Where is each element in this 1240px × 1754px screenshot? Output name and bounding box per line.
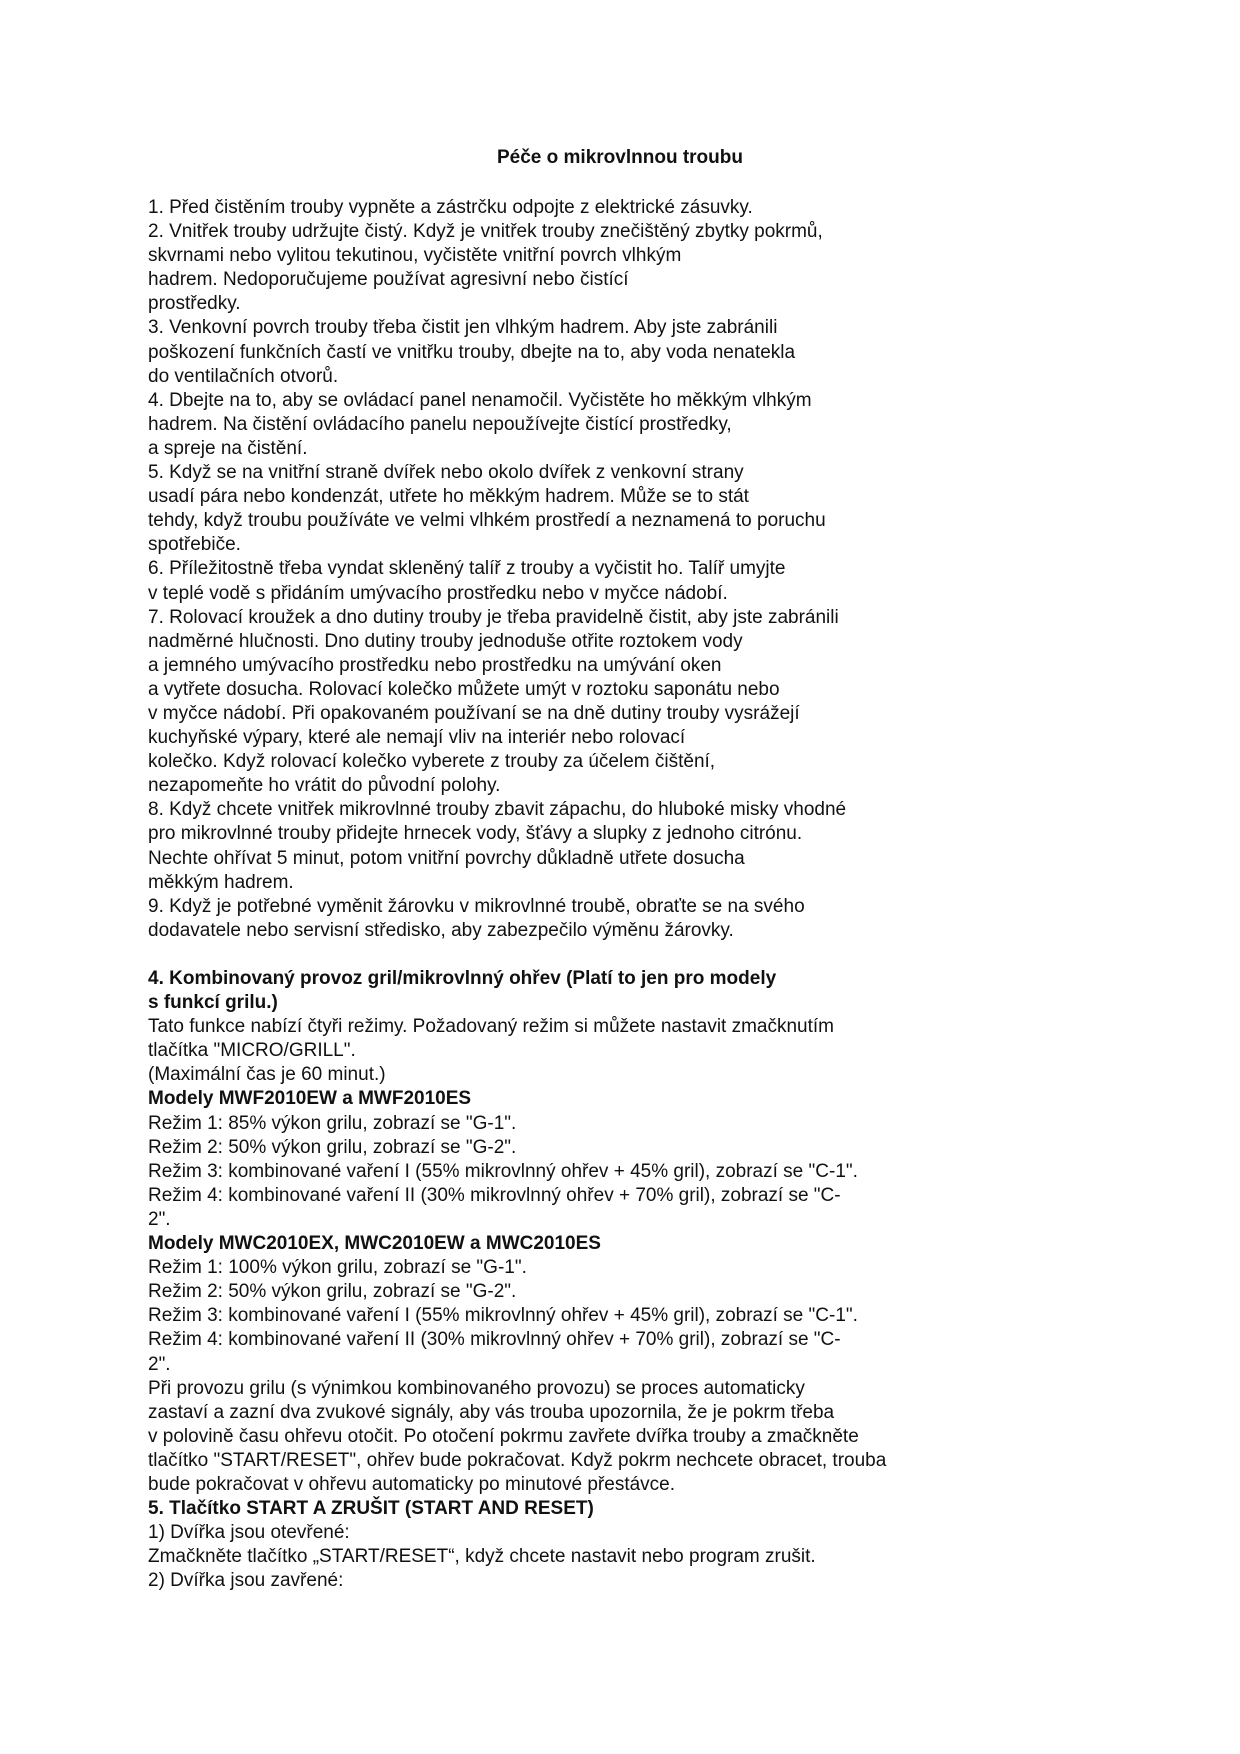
grill-note-line: tlačítko "START/RESET", ohřev bude pokračovat. Když pokrm nechcete obracet, trouba [148,1449,887,1471]
care-line: a spreje na čistění. [148,437,308,459]
care-line: Nechte ohřívat 5 minut, potom vnitřní povrchy důkladně utřete dosucha [148,847,745,869]
care-line: nadměrné hlučnosti. Dno dutiny trouby jednoduše otřite roztokem vody [148,630,743,652]
mode-line: Režim 1: 85% výkon grilu, zobrazí se "G-1". [148,1112,517,1134]
care-instructions [148,196,1208,943]
care-line: usadí pára nebo kondenzát, utřete ho měkkým hadrem. Může se to stát [148,486,749,508]
care-line: 8. Když chcete vnitřek mikrovlnné trouby zbavit zápachu, do hluboké misky vhodné [148,799,847,821]
care-line: měkkým hadrem. [148,871,294,893]
care-line: dodavatele nebo servisní středisko, aby zabezpečilo výměnu žárovky. [148,919,734,941]
mode-line: Režim 2: 50% výkon grilu, zobrazí se "G-2". [148,1136,517,1158]
grill-note-line: Při provozu grilu (s výnimkou kombinovaného provozu) se proces automaticky [148,1377,805,1399]
care-line: 7. Rolovací kroužek a dno dutiny trouby je třeba pravidelně čistit, aby jste zabránili [148,606,839,628]
document-body [148,196,1208,1593]
care-line: hadrem. Nedoporučujeme používat agresivní nebo čistící [148,269,629,291]
mode-line: Režim 2: 50% výkon grilu, zobrazí se "G-2". [148,1281,517,1303]
care-line: 1. Před čistěním trouby vypněte a zástrčku odpojte z elektrické zásuvky. [148,197,753,218]
mode-line: 2". [148,1353,171,1375]
intro-line: (Maximální čas je 60 minut.) [148,1064,386,1086]
model-group-heading: Modely MWF2010EW a MWF2010ES [148,1088,472,1110]
mode-line: Režim 1: 100% výkon grilu, zobrazí se "G-1". [148,1257,527,1279]
intro-line: Tato funkce nabízí čtyři režimy. Požadovaný režim si můžete nastavit zmačknutím [148,1016,835,1038]
care-line: 9. Když je potřebné vyměnit žárovku v mikrovlnné troubě, obraťte se na svého [148,895,805,917]
care-line: prostředky. [148,293,241,315]
grill-note-line: v polovině času ohřevu otočit. Po otočení pokrmu zavřete dvířka trouby a zmačkněte [148,1425,859,1447]
section-heading: 4. Kombinovaný provoz gril/mikrovlnný ohřev (Platí to jen pro modely [148,968,777,989]
mode-line: Režim 3: kombinované vaření I (55% mikrovlnný ohřev + 45% gril), zobrazí se "C-1". [148,1305,858,1327]
care-line: nezapomeňte ho vrátit do původní polohy. [148,775,501,797]
care-line: v myčce nádobí. Při opakovaném používaní se na dně dutiny trouby vysrážejí [148,702,800,724]
care-line: do ventilačních otvorů. [148,365,339,387]
mode-line: 2". [148,1208,171,1230]
care-line: pro mikrovlnné trouby přidejte hrnecek vody, šťávy a slupky z jednoho citrónu. [148,823,803,845]
care-line: 3. Venkovní povrch trouby třeba čistit jen vlhkým hadrem. Aby jste zabránili [148,317,778,339]
care-line: 2. Vnitřek trouby udržujte čistý. Když je vnitřek trouby znečištěný zbytky pokrmů, [148,221,823,243]
mode-line: Režim 4: kombinované vaření II (30% mikrovlnný ohřev + 70% gril), zobrazí se "C- [148,1329,841,1351]
care-line: spotřebiče. [148,534,241,556]
section-combined-mode [148,967,1208,1497]
care-line: kolečko. Když rolovací kolečko vyberete z trouby za účelem čištění, [148,751,716,773]
section-start-reset [148,1497,1208,1593]
section-line: 2) Dvířka jsou zavřené: [148,1570,344,1592]
care-line: hadrem. Na čistění ovládacího panelu nepoužívejte čistící prostředky, [148,413,732,435]
care-line: v teplé vodě s přidáním umývacího prostředku nebo v myčce nádobí. [148,582,728,604]
grill-note-line: bude pokračovat v ohřevu automaticky po minutové přestávce. [148,1473,676,1495]
model-group-heading: Modely MWC2010EX, MWC2010EW a MWC2010ES [148,1233,601,1255]
section-line: Zmačkněte tlačítko „START/RESET“, když chcete nastavit nebo program zrušit. [148,1546,816,1568]
intro-line: tlačítka "MICRO/GRILL". [148,1040,356,1062]
care-line: 5. Když se na vnitřní straně dvířek nebo okolo dvířek z venkovní strany [148,462,744,484]
section-heading: 5. Tlačítko START A ZRUŠIT (START AND RESET) [148,1498,594,1520]
care-line: 4. Dbejte na to, aby se ovládací panel nenamočil. Vyčistěte ho měkkým vlhkým [148,389,812,411]
section-heading: s funkcí grilu.) [148,992,278,1014]
care-line: kuchyňské výpary, které ale nemají vliv na interiér nebo rolovací [148,727,686,749]
care-line: skvrnami nebo vylitou tekutinou, vyčistěte vnitřní povrch vlhkým [148,245,682,267]
care-line: a vytřete dosucha. Rolovací kolečko můžete umýt v roztoku saponátu nebo [148,678,780,700]
mode-line: Režim 3: kombinované vaření I (55% mikrovlnný ohřev + 45% gril), zobrazí se "C-1". [148,1160,858,1182]
page-title: Péče o mikrovlnnou troubu [497,147,743,168]
section-line: 1) Dvířka jsou otevřené: [148,1522,350,1544]
care-line: 6. Příležitostně třeba vyndat skleněný talíř z trouby a vyčistit ho. Talíř umyjte [148,558,786,580]
mode-line: Režim 4: kombinované vaření II (30% mikrovlnný ohřev + 70% gril), zobrazí se "C- [148,1184,841,1206]
care-line: tehdy, když troubu používáte ve velmi vlhkém prostředí a neznamená to poruchu [148,510,826,532]
care-line: poškození funkčních častí ve vnitřku trouby, dbejte na to, aby voda nenatekla [148,341,796,363]
grill-note-line: zastaví a zazní dva zvukové signály, aby vás trouba upozornila, že je pokrm třeba [148,1401,835,1423]
section-gap [148,943,1208,967]
care-line: a jemného umývacího prostředku nebo prostředku na umývání oken [148,654,722,676]
